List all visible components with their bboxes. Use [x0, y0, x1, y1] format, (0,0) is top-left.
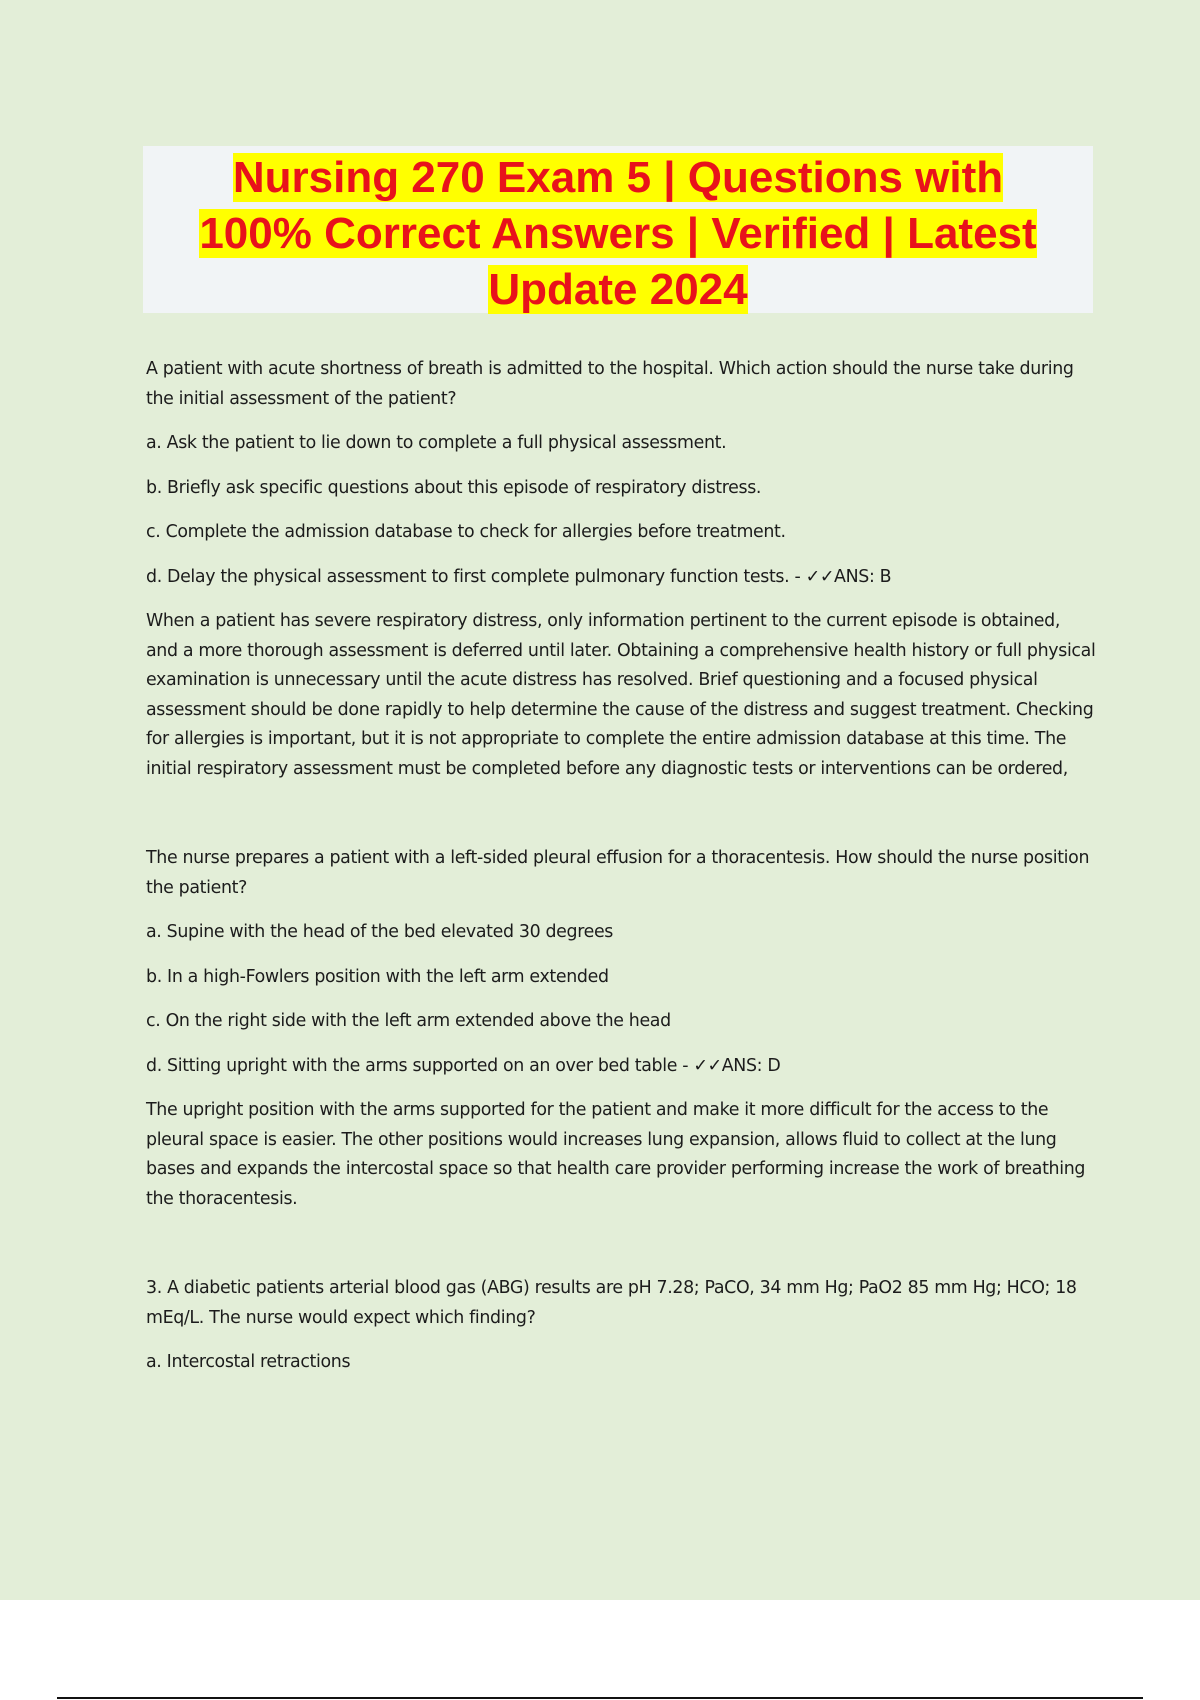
document-title [143, 146, 1093, 318]
question-stem: 3. A diabetic patients arterial blood gas (ABG) results are pH 7.28; PaCO, 34 mm Hg; PaO2 85 mm Hg; HCO; 18 mEq/L. The nurse would expect which finding? [146, 1278, 1077, 1328]
title-line: 100% Correct Answers | Verified | Latest [199, 209, 1037, 258]
footer-divider [57, 1697, 1143, 1699]
title-line: Update 2024 [488, 265, 748, 314]
question-stem: The nurse prepares a patient with a left-sided pleural effusion for a thoracentesis. How should the nurse position the patient? [146, 848, 1090, 898]
answer-rationale: The upright position with the arms supported for the patient and make it more difficult for the access to the pleural space is easier. The other positions would increases lung expansion, allows fluid to collect at the lung bases and expands the intercostal space so that health care provider performing increase the work of breathing the thoracentesis. [146, 1100, 1086, 1209]
answer-rationale: When a patient has severe respiratory distress, only information pertinent to the current episode is obtained, and a more thorough assessment is deferred until later. Obtaining a comprehensive health history or full physical examination is unnecessary until the acute distress has resolved. Brief questioning and a focused physical assessment should be done rapidly to help determine the cause of the distress and suggest treatment. Checking for allergies is important, but it is not appropriate to complete the entire admission database at this time. The initial respiratory assessment must be completed before any diagnostic tests or interventions can be ordered, [146, 611, 1096, 779]
answer-option: c. On the right side with the left arm extended above the head [146, 1011, 671, 1031]
answer-option: d. Sitting upright with the arms supported on an over bed table - ✓✓ANS: D [146, 1055, 781, 1076]
answer-option: a. Intercostal retractions [146, 1352, 351, 1372]
answer-option: a. Ask the patient to lie down to complete a full physical assessment. [146, 433, 727, 453]
title-banner [143, 146, 1093, 313]
answer-option: a. Supine with the head of the bed elevated 30 degrees [146, 922, 614, 942]
answer-option: b. Briefly ask specific questions about this episode of respiratory distress. [146, 477, 762, 498]
document-body [146, 355, 1096, 1393]
answer-option: c. Complete the admission database to check for allergies before treatment. [146, 522, 786, 542]
title-line: Nursing 270 Exam 5 | Questions with [232, 153, 1004, 202]
answer-option: d. Delay the physical assessment to first complete pulmonary function tests. - ✓✓ANS: B [146, 566, 892, 587]
question-stem: A patient with acute shortness of breath is admitted to the hospital. Which action should the nurse take during the initial assessment of the patient? [146, 359, 1074, 409]
answer-option: b. In a high-Fowlers position with the left arm extended [146, 966, 609, 987]
